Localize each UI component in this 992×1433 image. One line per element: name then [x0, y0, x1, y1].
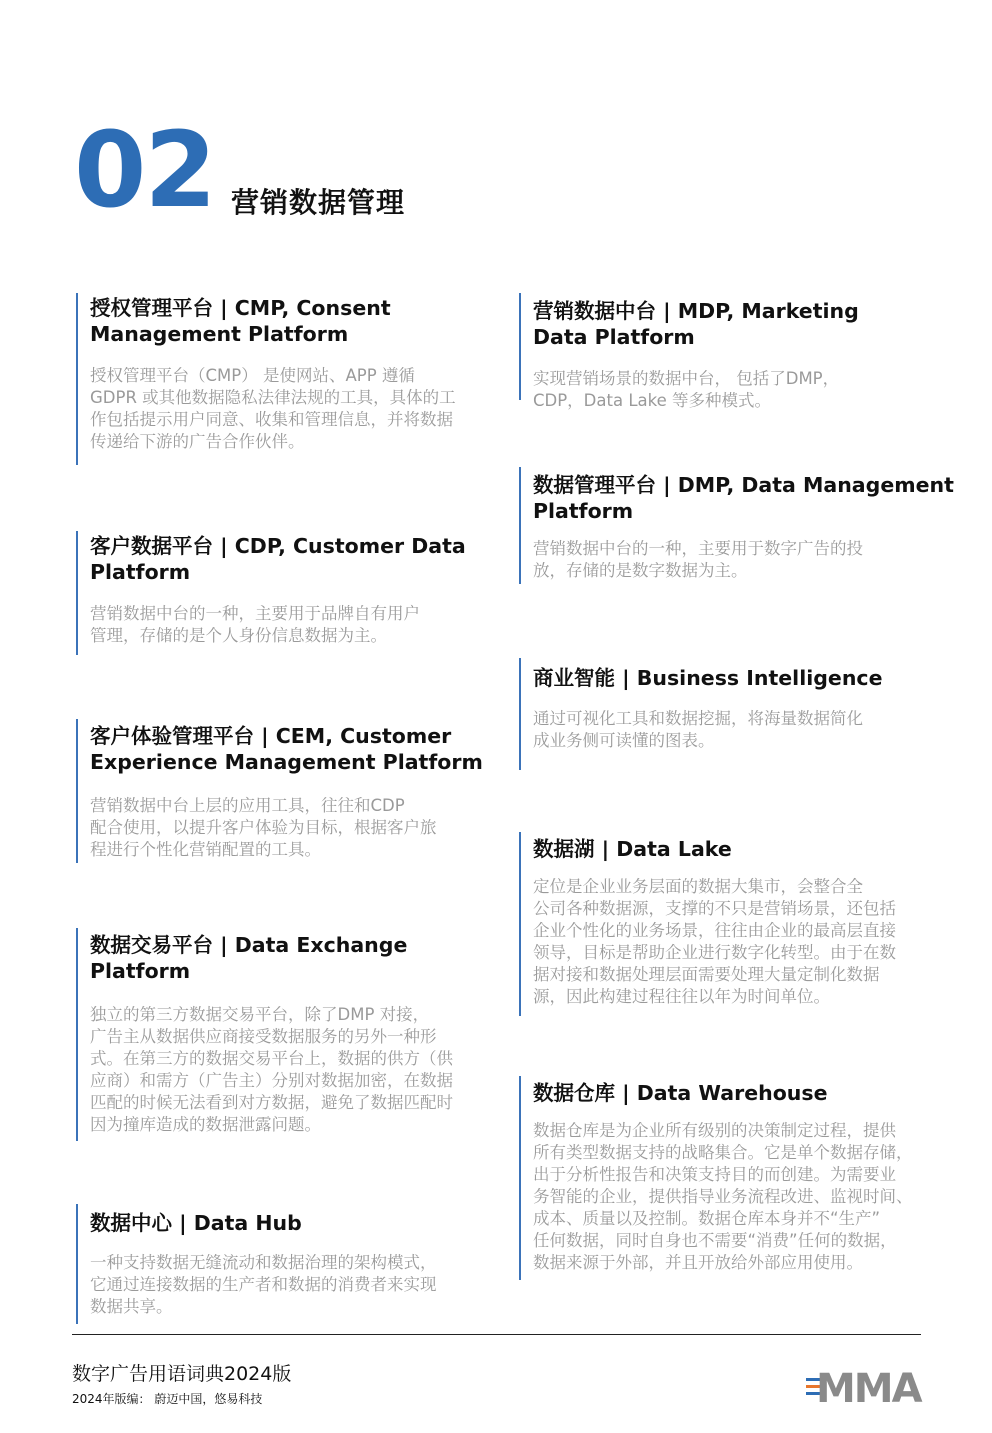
entry-definition: 独立的第三方数据交易平台，除了DMP 对接， 广告主从数据供应商接受数据服务的另外一种形 式。在第三方的数据交易平台上，数据的供方（供 应商）和需方（广告主）分别对数据加密，在数据 匹配的时候无法看到对方数据，避免了数据匹配时 因为撞库造成的数据泄露问题。	[90, 1005, 453, 1134]
entry-term: 营销数据中台 | MDP, Marketing Data Platform	[533, 299, 859, 349]
entry-cmp	[76, 293, 506, 465]
chapter-number: 02	[74, 109, 215, 231]
entry-definition: 营销数据中台的一种，主要用于品牌自有用户 管理，存储的是个人身份信息数据为主。	[90, 604, 420, 645]
entry-definition: 数据仓库是为企业所有级别的决策制定过程，提供 所有类型数据支持的战略集合。它是单个数据存储， 出于分析性报告和决策支持目的而创建。为需要业 务智能的企业，提供指导业务流程改进、监视时间、 成本、质量以及控制。数据仓库本身并不“生产” 任何数据，同时自身也不需要“消费”任何的数据， 数据来源于外部，并且开放给外部应用使用。	[533, 1121, 913, 1272]
logo-text: MMA	[816, 1366, 921, 1406]
entry-definition: 营销数据中台的一种，主要用于数字广告的投 放，存储的是数字数据为主。	[533, 539, 863, 580]
entry-term: 商业智能 | Business Intelligence	[533, 666, 883, 690]
entry-definition: 实现营销场景的数据中台， 包括了DMP， CDP，Data Lake 等多种模式。	[533, 369, 840, 410]
entry-dmp	[519, 467, 959, 584]
mma-logo	[806, 1366, 938, 1406]
footer-divider	[72, 1334, 921, 1335]
entry-term: 数据管理平台 | DMP, Data Management Platform	[533, 473, 954, 523]
entry-term: 客户数据平台 | CDP, Customer Data Platform	[90, 534, 466, 584]
entry-data-lake	[519, 832, 959, 1016]
entry-data-hub	[76, 1204, 506, 1324]
entry-term: 授权管理平台 | CMP, Consent Management Platform	[90, 296, 391, 346]
entry-term: 客户体验管理平台 | CEM, Customer Experience Management Platform	[90, 724, 483, 774]
entry-cem	[76, 719, 506, 863]
entry-term: 数据中心 | Data Hub	[90, 1211, 302, 1235]
entry-business-intelligence	[519, 658, 959, 770]
entry-definition: 定位是企业业务层面的数据大集市，会整合全 公司各种数据源，支撑的不只是营销场景，还包括 企业个性化的业务场景，往往由企业的最高层直接 领导，目标是帮助企业进行数字化转型。由于在数 据对接和数据处理层面需要处理大量定制化数据 源，因此构建过程往往以年为时间单位。	[533, 877, 896, 1006]
entry-definition: 一种支持数据无缝流动和数据治理的架构模式， 它通过连接数据的生产者和数据的消费者来实现 数据共享。	[90, 1253, 437, 1316]
entry-term: 数据仓库 | Data Warehouse	[533, 1081, 828, 1105]
entry-definition: 营销数据中台上层的应用工具，往往和CDP 配合使用，以提升客户体验为目标，根据客户旅 程进行个性化营销配置的工具。	[90, 796, 437, 859]
entry-term: 数据湖 | Data Lake	[533, 837, 732, 861]
entry-cdp	[76, 531, 506, 655]
chapter-title: 营销数据管理	[231, 186, 406, 219]
entry-data-warehouse	[519, 1076, 964, 1280]
entry-data-exchange	[76, 928, 506, 1141]
entry-definition: 通过可视化工具和数据挖掘，将海量数据简化 成业务侧可读懂的图表。	[533, 709, 863, 750]
entry-mdp	[519, 293, 959, 410]
footer-subtitle: 2024年版编： 蔚迈中国，悠易科技	[72, 1392, 263, 1406]
entry-definition: 授权管理平台（CMP） 是使网站、APP 遵循 GDPR 或其他数据隐私法律法规的工具，具体的工 作包括提示用户同意、收集和管理信息，并将数据 传递给下游的广告合作伙伴。	[90, 366, 456, 451]
entry-term: 数据交易平台 | Data Exchange Platform	[90, 933, 408, 983]
footer-title: 数字广告用语词典2024版	[72, 1363, 292, 1385]
